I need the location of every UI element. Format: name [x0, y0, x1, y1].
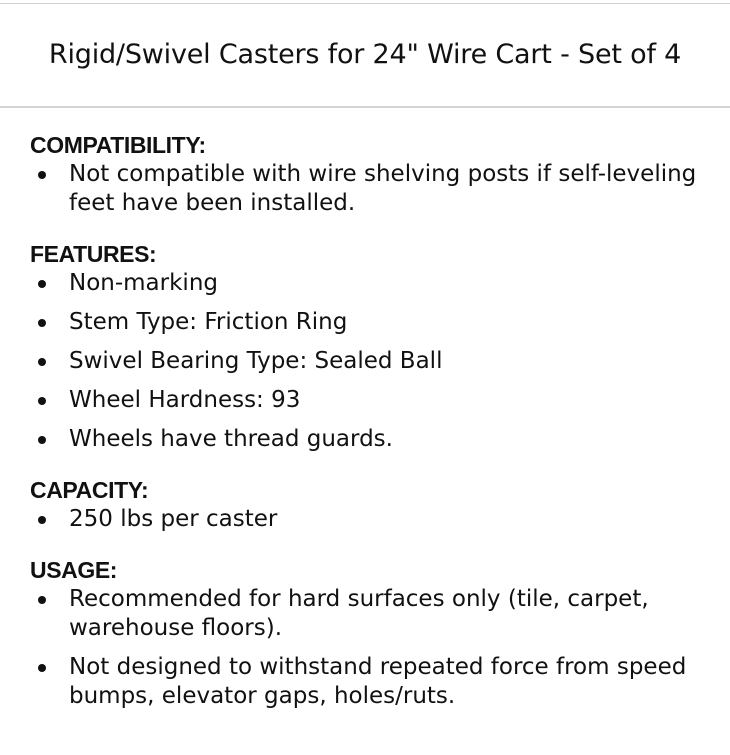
- list-item-text: Wheel Hardness: 93: [69, 387, 301, 413]
- bullet-icon: [38, 516, 46, 524]
- list-item: [30, 653, 710, 711]
- product-details: [30, 130, 710, 732]
- capacity-section: [30, 475, 710, 534]
- compatibility-section: [30, 130, 710, 218]
- list-item: [30, 347, 710, 376]
- list-item-text: Not compatible with wire shelving posts if self-leveling feet have been installed.: [69, 161, 697, 216]
- bullet-icon: [38, 171, 46, 179]
- list-item: [30, 308, 710, 337]
- compatibility-heading: COMPATIBILITY:: [30, 132, 206, 158]
- usage-heading: USAGE:: [30, 557, 118, 583]
- usage-list: [30, 585, 710, 711]
- capacity-heading: CAPACITY:: [30, 477, 149, 503]
- bullet-icon: [38, 397, 46, 405]
- list-item-text: Wheels have thread guards.: [69, 426, 393, 452]
- list-item-text: 250 lbs per caster: [69, 506, 278, 532]
- bullet-icon: [38, 280, 46, 288]
- list-item-text: Recommended for hard surfaces only (tile, carpet, warehouse floors).: [69, 586, 649, 641]
- list-item: [30, 505, 710, 534]
- features-heading: FEATURES:: [30, 241, 157, 267]
- list-item-text: Non-marking: [69, 270, 218, 296]
- list-item: [30, 425, 710, 454]
- bullet-icon: [38, 436, 46, 444]
- product-header: [0, 4, 730, 108]
- bullet-icon: [38, 358, 46, 366]
- usage-section: [30, 555, 710, 711]
- list-item: [30, 386, 710, 415]
- product-title: Rigid/Swivel Casters for 24" Wire Cart - Set of 4: [48, 39, 682, 70]
- features-list: [30, 269, 710, 454]
- bullet-icon: [38, 664, 46, 672]
- bullet-icon: [38, 596, 46, 604]
- list-item-text: Stem Type: Friction Ring: [69, 309, 348, 335]
- compatibility-list: [30, 160, 710, 218]
- bullet-icon: [38, 319, 46, 327]
- list-item: [30, 585, 710, 643]
- list-item: [30, 160, 710, 218]
- list-item-text: Swivel Bearing Type: Sealed Ball: [69, 348, 443, 374]
- features-section: [30, 239, 710, 454]
- capacity-list: [30, 505, 710, 534]
- list-item-text: Not designed to withstand repeated force from speed bumps, elevator gaps, holes/ruts.: [69, 654, 687, 709]
- list-item: [30, 269, 710, 298]
